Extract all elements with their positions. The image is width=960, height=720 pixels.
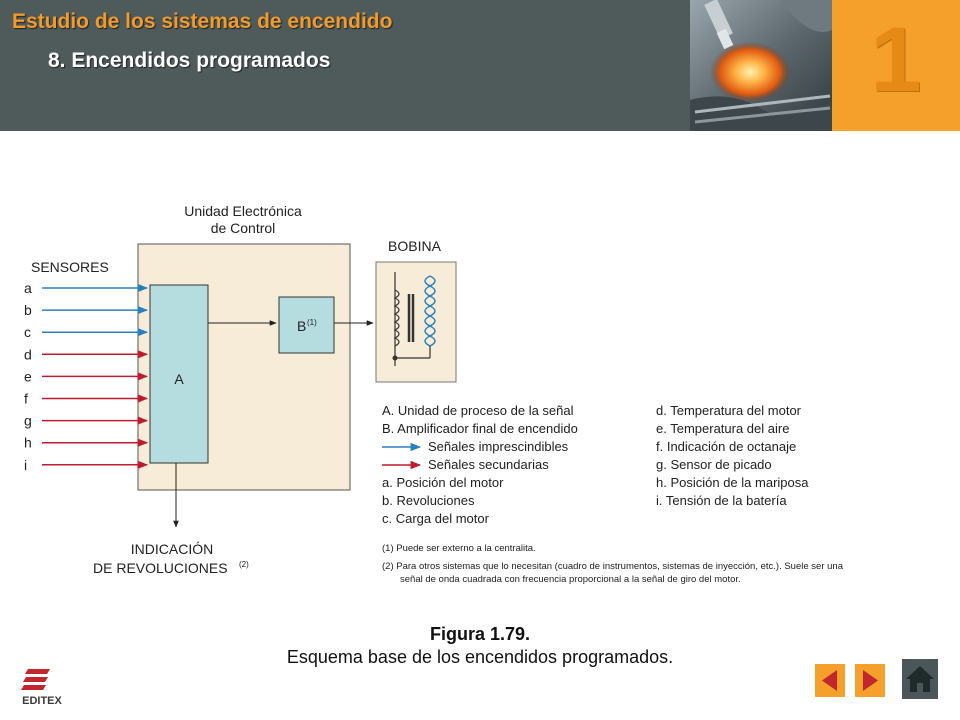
- sensor-inputs: [24, 280, 147, 473]
- page-title: Estudio de los sistemas de encendido: [12, 10, 393, 33]
- legend-item: a. Posición del motor: [382, 475, 504, 490]
- legend-item: f. Indicación de octanaje: [656, 439, 797, 454]
- legend-item: d. Temperatura del motor: [656, 403, 801, 418]
- legend-item: c. Carga del motor: [382, 511, 489, 526]
- legend-item: A. Unidad de proceso de la señal: [382, 403, 574, 418]
- sensor-letter-d: d: [24, 346, 32, 363]
- header-bar: [0, 0, 690, 131]
- sensor-letter-g: g: [24, 412, 32, 429]
- sensor-letter-e: e: [24, 368, 32, 385]
- figure-caption: [230, 623, 730, 669]
- sensor-letter-h: h: [24, 434, 32, 451]
- sensor-letter-i: i: [24, 456, 28, 473]
- coil-label: BOBINA: [388, 238, 441, 254]
- sensor-letter-c: c: [24, 324, 31, 341]
- output-label-line1: INDICACIÓN: [130, 541, 214, 557]
- footnote-1: (1) Puede ser externo a la centralita.: [382, 543, 536, 554]
- block-b-label: B: [297, 318, 307, 334]
- sensor-letter-f: f: [24, 390, 28, 407]
- output-label-line2: DE REVOLUCIONES: [93, 560, 228, 576]
- home-button[interactable]: [902, 659, 938, 699]
- legend-item: Señales imprescindibles: [428, 439, 569, 454]
- coil-box: [376, 262, 456, 382]
- sensor-letter-a: a: [24, 280, 32, 296]
- section-title: 8. Encendidos programados: [48, 49, 331, 72]
- ecu-label-line1: Unidad Electrónica: [184, 203, 302, 219]
- ignition-diagram: [0, 190, 960, 600]
- legend-item: b. Revoluciones: [382, 493, 475, 508]
- arrow-right-icon: [855, 664, 885, 697]
- previous-button[interactable]: [815, 664, 845, 697]
- footnote-2-line1: (2) Para otros sistemas que lo necesitan (cuadro de instrumentos, sistemas de inyección, etc.). Suele ser una: [382, 561, 843, 572]
- arrow-left-icon: [815, 664, 845, 697]
- ecu-label-line2: de Control: [210, 220, 276, 236]
- chapter-number: 1: [870, 9, 922, 111]
- legend-item: g. Sensor de picado: [656, 457, 772, 472]
- legend-item: B. Amplificador final de encendido: [382, 421, 578, 436]
- sensor-letter-b: b: [24, 302, 32, 319]
- chapter-badge: [832, 0, 960, 131]
- engine-image: [690, 0, 832, 131]
- legend-item: i. Tensión de la batería: [656, 493, 787, 508]
- figure-description: Esquema base de los encendidos programados.: [286, 647, 674, 667]
- legend-item: h. Posición de la mariposa: [656, 475, 809, 490]
- editex-logo: [10, 666, 74, 711]
- sensors-label: SENSORES: [31, 259, 109, 275]
- footnote-2-line2: señal de onda cuadrada con frecuencia proporcional a la señal de giro del motor.: [400, 574, 741, 585]
- next-button[interactable]: [855, 664, 885, 697]
- output-note: (2): [239, 560, 249, 569]
- legend-item: e. Temperatura del aire: [656, 421, 790, 436]
- legend-item: Señales secundarias: [428, 457, 549, 472]
- figure-number: Figura 1.79.: [429, 624, 531, 644]
- brand-name: EDITEX: [22, 695, 62, 706]
- block-a-label: A: [174, 371, 184, 387]
- block-b-note: (1): [307, 318, 317, 327]
- home-icon: [902, 659, 938, 699]
